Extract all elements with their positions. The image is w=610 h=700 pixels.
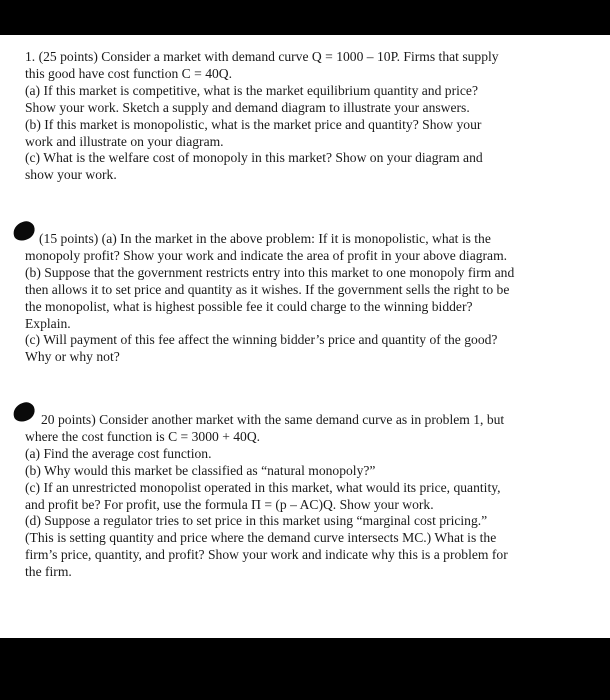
problem-1-line: (c) What is the welfare cost of monopoly in this market? Show on your diagram and — [25, 150, 483, 166]
problem-3-line: the firm. — [25, 564, 72, 580]
problem-2 — [25, 231, 591, 366]
problem-3-line: firm’s price, quantity, and profit? Show your work and indicate why this is a problem for — [25, 547, 508, 563]
problem-2-line: Why or why not? — [25, 349, 120, 365]
problem-3-line: (d) Suppose a regulator tries to set price in this market using “marginal cost pricing.” — [25, 513, 488, 529]
problem-1-line: (a) If this market is competitive, what is the market equilibrium quantity and price? — [25, 82, 478, 98]
problem-2-line: the monopolist, what is highest possible fee it could charge to the winning bidder? — [25, 298, 473, 314]
problem-3-line: (a) Find the average cost function. — [25, 445, 212, 461]
problem-2-line: (b) Suppose that the government restricts entry into this market to one monopoly firm and — [25, 264, 515, 280]
problem-3-line: (c) If an unrestricted monopolist operated in this market, what would its price, quantity, — [25, 479, 501, 495]
problem-2-line: Explain. — [25, 315, 71, 331]
problem-1-line: show your work. — [25, 167, 117, 183]
problem-3-line: (b) Why would this market be classified as “natural monopoly?” — [25, 462, 376, 478]
problem-1-line: (b) If this market is monopolistic, what is the market price and quantity? Show your — [25, 116, 482, 132]
problem-3-line: and profit be? For profit, use the formula Π = (p – AC)Q. Show your work. — [25, 496, 434, 512]
problem-3-line: (This is setting quantity and price where the demand curve intersects MC.) What is the — [25, 530, 497, 546]
problem-2-line: then allows it to set price and quantity as it wishes. If the government sells the right to be — [25, 281, 510, 297]
problem-3-line: where the cost function is C = 3000 + 40Q. — [25, 428, 261, 444]
problem-2-line: (15 points) (a) In the market in the above problem: If it is monopolistic, what is the — [39, 231, 491, 246]
document-page — [0, 35, 610, 638]
problem-3-line: 20 points) Consider another market with the same demand curve as in problem 1, but — [41, 412, 505, 427]
problem-1 — [25, 49, 591, 184]
problem-1-line: 1. (25 points) Consider a market with demand curve Q = 1000 – 10P. Firms that supply — [25, 49, 499, 64]
problem-1-line: this good have cost function C = 40Q. — [25, 65, 233, 81]
problem-1-line: Show your work. Sketch a supply and demand diagram to illustrate your answers. — [25, 99, 470, 115]
problem-2-line: monopoly profit? Show your work and indicate the area of profit in your above diagram. — [25, 247, 508, 263]
problem-3 — [25, 412, 591, 581]
problem-1-line: work and illustrate on your diagram. — [25, 133, 224, 149]
problem-2-line: (c) Will payment of this fee affect the winning bidder’s price and quantity of the good? — [25, 332, 498, 348]
